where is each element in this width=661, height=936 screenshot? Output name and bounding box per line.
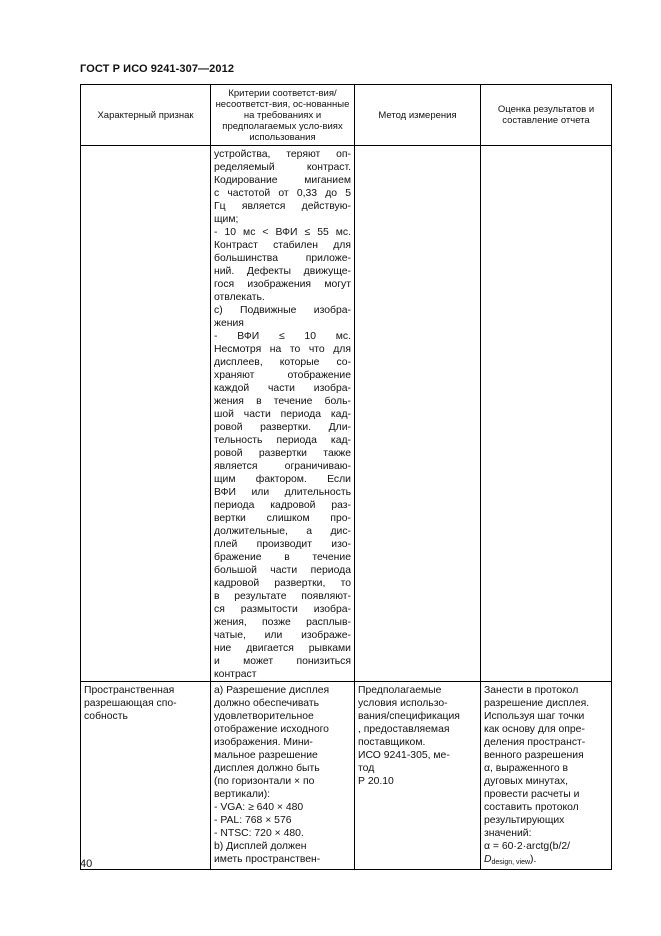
- text-line: результирующих: [484, 815, 565, 826]
- text-line: ровой развертки. Дли-: [214, 422, 351, 433]
- table-header-row: [81, 85, 612, 146]
- criteria-text: [214, 684, 351, 866]
- text-line: венного разрешения: [484, 750, 584, 761]
- table-row: [81, 682, 612, 870]
- text-line: дисплея должно быть: [214, 763, 320, 774]
- text-line: - ВФИ ≤ 10 мс.: [214, 331, 351, 342]
- text-line: большой части периода: [214, 565, 351, 576]
- formula-d: D: [484, 854, 492, 865]
- cell-method: [355, 146, 481, 682]
- text-line: α, выраженного в: [484, 763, 569, 774]
- text-line: храняют отображение: [214, 370, 351, 381]
- formula-subscript: design, view: [491, 859, 531, 866]
- text-line: бражение в течение: [214, 552, 351, 563]
- text-line: поставщиком.: [358, 737, 426, 748]
- text-line: большинства приложе-: [214, 253, 351, 264]
- text-line: контраст: [214, 669, 257, 680]
- text-line: изображения. Мини-: [214, 737, 313, 748]
- text-line: дуговых минутах,: [484, 776, 569, 787]
- text-line: условия использо-: [358, 698, 448, 709]
- text-line: - NTSC: 720 × 480.: [214, 828, 304, 839]
- text-line: ся размытости изобра-: [214, 604, 351, 615]
- text-line: жения в течение боль-: [214, 396, 351, 407]
- text-line: деления пространст-: [484, 737, 586, 748]
- text-line: иметь пространствен-: [214, 854, 321, 865]
- evaluation-text: [484, 684, 608, 853]
- text-line: должительные, а дис-: [214, 526, 351, 537]
- text-line: Контраст стабилен для: [214, 240, 351, 251]
- text-line: дисплеев, которые со-: [214, 357, 351, 368]
- formula-end: ).: [530, 854, 537, 865]
- header-feature: Характерный признак: [81, 85, 211, 146]
- text-line: отображение исходного: [214, 724, 329, 735]
- text-line: тельность периода кад-: [214, 435, 351, 446]
- text-line: каждой части изобра-: [214, 383, 351, 394]
- text-line: и может понизиться: [214, 656, 351, 667]
- text-line: вертикали):: [214, 789, 271, 800]
- text-line: вания/спецификация: [358, 711, 460, 722]
- header-evaluation: Оценка результатов и составление отчета: [481, 85, 612, 146]
- text-line: устройства, теряют оп-: [214, 149, 351, 160]
- text-line: вертки слишком про-: [214, 513, 351, 524]
- text-line: Пространственная: [84, 685, 175, 696]
- table-row: [81, 146, 612, 682]
- document-header: ГОСТ Р ИСО 9241-307—2012: [80, 63, 235, 75]
- cell-method: [355, 682, 481, 870]
- text-line: - PAL: 768 × 576: [214, 815, 292, 826]
- method-text: [358, 684, 477, 788]
- cell-feature: [81, 146, 211, 682]
- text-line: отвлекать.: [214, 292, 265, 303]
- text-line: мальное разрешение: [214, 750, 318, 761]
- text-line: α = 60·2·arctg(b/2/: [484, 841, 570, 852]
- text-line: , предоставляемая: [358, 724, 450, 735]
- text-line: жения, позже расплыв-: [214, 617, 351, 628]
- page-number: 40: [80, 858, 93, 870]
- text-line: плей производит изо-: [214, 539, 351, 550]
- text-line: периода кадровой раз-: [214, 500, 351, 511]
- text-line: Занести в протокол: [484, 685, 579, 696]
- cell-evaluation: [481, 682, 612, 870]
- text-line: ределяемый контраст.: [214, 162, 351, 173]
- cell-criteria: [211, 682, 355, 870]
- text-line: щим фактором. Если: [214, 474, 351, 485]
- cell-feature: [81, 682, 211, 870]
- text-line: - 10 мс < ВФИ ≤ 55 мс.: [214, 227, 351, 238]
- text-line: Несмотря на то что для: [214, 344, 351, 355]
- text-line: является ограничиваю-: [214, 461, 351, 472]
- text-line: а) Разрешение дисплея: [214, 685, 330, 696]
- text-line: ВФИ или длительность: [214, 487, 351, 498]
- text-line: с частотой от 0,33 до 5: [214, 188, 351, 199]
- text-line: как основу для опре-: [484, 724, 585, 735]
- requirements-table: [80, 84, 612, 870]
- text-line: с) Подвижные изобра-: [214, 305, 351, 316]
- cell-criteria: [211, 146, 355, 682]
- text-line: собность: [84, 711, 128, 722]
- text-line: Гц является действую-: [214, 201, 351, 212]
- text-line: удовлетворительное: [214, 711, 314, 722]
- header-criteria: Критерии соответст-вия/несоответст-вия, ос-нованные на требованиях и предполагаемых усло-виях использования: [211, 85, 355, 146]
- text-line: ровой развертки также: [214, 448, 351, 459]
- text-line: жения: [214, 318, 244, 329]
- text-line: разрешающая спо-: [84, 698, 177, 709]
- text-line: разрешение дисплея.: [484, 698, 590, 709]
- cell-evaluation: [481, 146, 612, 682]
- text-line: составить протокол: [484, 802, 579, 813]
- formula-line: [484, 853, 608, 869]
- text-line: Предполагаемые: [358, 685, 442, 696]
- text-line: гося изображения могут: [214, 279, 351, 290]
- text-line: ИСО 9241-305, ме-: [358, 750, 450, 761]
- text-line: ний. Дефекты движуще-: [214, 266, 351, 277]
- text-line: чатые, или изображе-: [214, 630, 351, 641]
- text-line: Р 20.10: [358, 776, 394, 787]
- text-line: - VGA: ≥ 640 × 480: [214, 802, 304, 813]
- criteria-text: [214, 148, 351, 681]
- text-line: тод: [358, 763, 375, 774]
- text-line: шой части периода кад-: [214, 409, 351, 420]
- text-line: щим;: [214, 214, 239, 225]
- header-method: Метод измерения: [355, 85, 481, 146]
- text-line: b) Дисплей должен: [214, 841, 307, 852]
- text-line: в результате появляют-: [214, 591, 351, 602]
- text-line: должно обеспечивать: [214, 698, 320, 709]
- text-line: кадровой развертки, то: [214, 578, 351, 589]
- text-line: провести расчеты и: [484, 789, 580, 800]
- text-line: значений:: [484, 828, 532, 839]
- text-line: Используя шаг точки: [484, 711, 585, 722]
- feature-text: [84, 684, 207, 723]
- text-line: ние двигается рывками: [214, 643, 351, 654]
- text-line: (по горизонтали × по: [214, 776, 315, 787]
- text-line: Кодирование миганием: [214, 175, 351, 186]
